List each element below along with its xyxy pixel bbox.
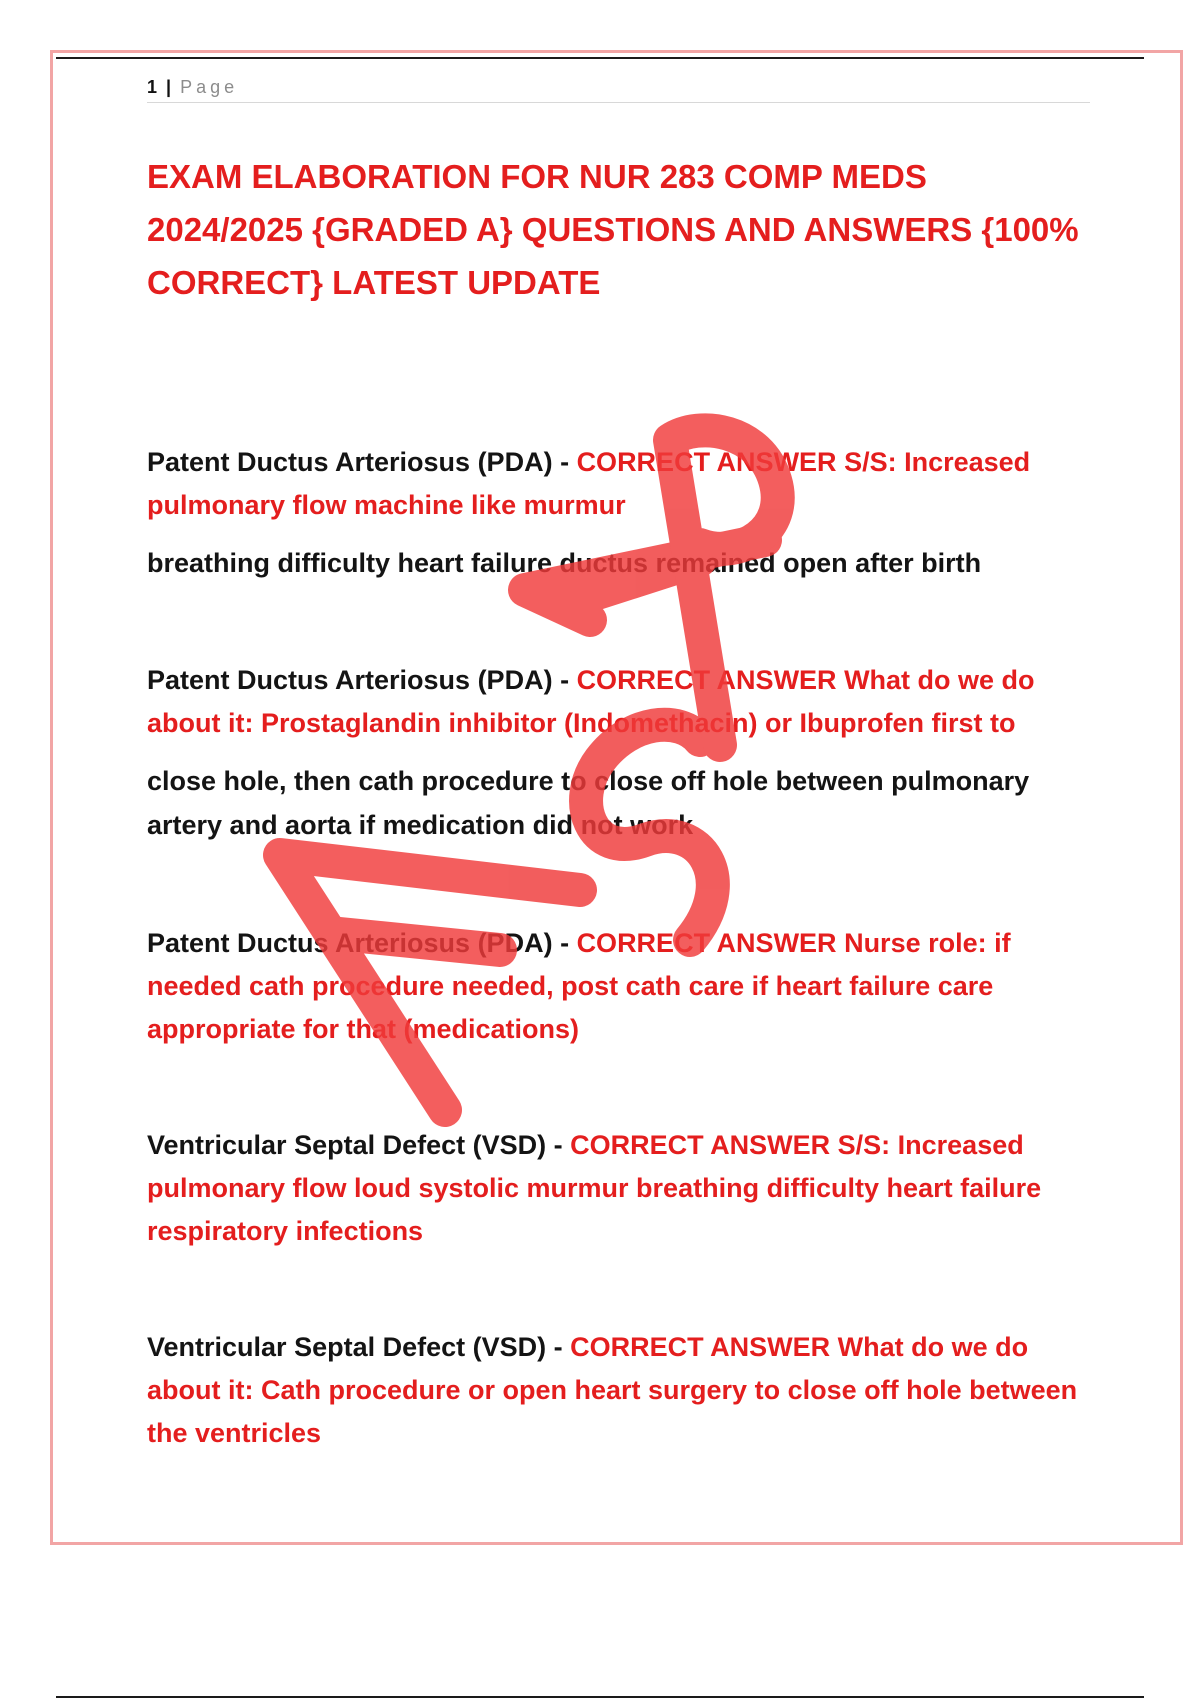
qa-answer: What do we do about it: Cath procedure or open heart surgery to close off hole between the ventricles bbox=[147, 1332, 1078, 1448]
qa-dash: - bbox=[552, 447, 577, 477]
qa-item-4 bbox=[147, 1124, 1097, 1253]
qa-term: Patent Ductus Arteriosus (PDA) bbox=[147, 665, 553, 695]
qa-item-2 bbox=[147, 659, 1097, 847]
page-number: 1 bbox=[147, 77, 158, 97]
bottom-rule bbox=[56, 1696, 1144, 1698]
header-separator: | bbox=[166, 77, 172, 97]
page-header bbox=[147, 76, 1090, 103]
correct-answer-label: CORRECT ANSWER bbox=[570, 1332, 831, 1362]
qa-answer: S/S: Increased pulmonary flow machine like murmur bbox=[147, 447, 1031, 520]
qa-item-3 bbox=[147, 922, 1097, 1051]
qa-dash: - bbox=[546, 1130, 571, 1160]
qa-continuation: close hole, then cath procedure to close off hole between pulmonary artery and aorta if medication did not work bbox=[147, 766, 1030, 840]
correct-answer-label: CORRECT ANSWER bbox=[570, 1130, 831, 1160]
document-title: EXAM ELABORATION FOR NUR 283 COMP MEDS 2024/2025 {GRADED A} QUESTIONS AND ANSWERS {100% CORRECT} LATEST UPDATE bbox=[147, 158, 1079, 301]
correct-answer-label: CORRECT ANSWER bbox=[576, 928, 837, 958]
qa-answer: What do we do about it: Prostaglandin inhibitor (Indomethacin) or Ibuprofen first to bbox=[147, 665, 1035, 738]
top-rule bbox=[56, 57, 1144, 59]
qa-dash: - bbox=[552, 928, 577, 958]
qa-dash: - bbox=[546, 1332, 571, 1362]
qa-dash: - bbox=[552, 665, 577, 695]
page-label: Page bbox=[180, 77, 239, 97]
qa-term: Ventricular Septal Defect (VSD) bbox=[147, 1332, 547, 1362]
qa-term: Patent Ductus Arteriosus (PDA) bbox=[147, 928, 553, 958]
qa-item-1 bbox=[147, 441, 1097, 585]
qa-term: Ventricular Septal Defect (VSD) bbox=[147, 1130, 547, 1160]
qa-term: Patent Ductus Arteriosus (PDA) bbox=[147, 447, 553, 477]
correct-answer-label: CORRECT ANSWER bbox=[576, 665, 837, 695]
qa-answer: Nurse role: if needed cath procedure needed, post cath care if heart failure care appropriate for that (medications) bbox=[147, 928, 1011, 1044]
qa-item-5 bbox=[147, 1326, 1097, 1455]
qa-answer: S/S: Increased pulmonary flow loud systolic murmur breathing difficulty heart failure respiratory infections bbox=[147, 1130, 1042, 1246]
correct-answer-label: CORRECT ANSWER bbox=[576, 447, 837, 477]
qa-continuation: breathing difficulty heart failure ductus remained open after birth bbox=[147, 548, 982, 578]
